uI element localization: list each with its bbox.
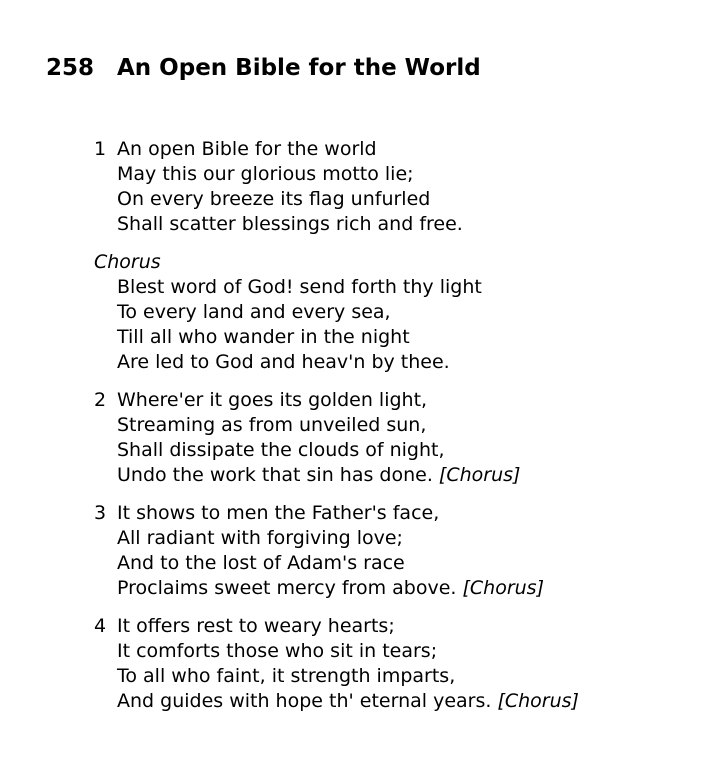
verse-line [94, 463, 520, 488]
verse-line [94, 413, 520, 438]
verse-line [94, 388, 520, 413]
verse-line [94, 664, 579, 689]
verse-line [94, 501, 544, 526]
verse-line-text: On every breeze its flag unfurled [117, 188, 431, 210]
hymn-number: 258 [46, 55, 95, 81]
verse-line-text: Proclaims sweet mercy from above. [117, 577, 457, 599]
verse-1 [94, 137, 463, 237]
verse-line-text: Shall scatter blessings rich and free. [117, 213, 463, 235]
verse-line [94, 350, 482, 375]
verse-line [94, 137, 463, 162]
verse-line-text: All radiant with forgiving love; [117, 527, 403, 549]
hymn-header [46, 52, 481, 84]
verse-number: 4 [94, 615, 107, 637]
verse-line [94, 162, 463, 187]
chorus-reference: [Chorus] [438, 464, 521, 486]
verse-line-text: And guides with hope th' eternal years. [117, 690, 492, 712]
verse-line [94, 639, 579, 664]
verse-line [94, 275, 482, 300]
verse-line-text: Streaming as from unveiled sun, [117, 414, 427, 436]
verse-line-text: Where'er it goes its golden light, [117, 389, 428, 411]
verse-number: 1 [94, 138, 107, 160]
verse-line-text: An open Bible for the world [117, 138, 377, 160]
verse-line [94, 614, 579, 639]
verse-line [94, 526, 544, 551]
verse-line [94, 438, 520, 463]
chorus-line-text: Blest word of God! send forth thy light [117, 276, 482, 298]
chorus-line-text: To every land and every sea, [117, 301, 391, 323]
verse-line [94, 551, 544, 576]
verse-line-text: Undo the work that sin has done. [117, 464, 433, 486]
chorus-line-text: Till all who wander in the night [117, 326, 410, 348]
verse-line [94, 300, 482, 325]
verse-line-text: May this our glorious motto lie; [117, 163, 414, 185]
chorus-reference: [Chorus] [462, 577, 544, 599]
verse-line-text: To all who faint, it strength imparts, [117, 665, 456, 687]
chorus [94, 250, 482, 375]
verse-line [94, 576, 544, 601]
verse-number: 3 [94, 502, 107, 524]
verse-line-text: Shall dissipate the clouds of night, [117, 439, 445, 461]
verse-3 [94, 501, 544, 601]
verse-line-text: It comforts those who sit in tears; [117, 640, 438, 662]
verse-line-text: It offers rest to weary hearts; [117, 615, 395, 637]
hymn-title: An Open Bible for the World [117, 55, 481, 81]
chorus-reference: [Chorus] [497, 690, 579, 712]
verse-line [94, 187, 463, 212]
verse-2 [94, 388, 520, 488]
verse-line [94, 689, 579, 714]
verse-4 [94, 614, 579, 714]
verse-line-text: It shows to men the Father's face, [117, 502, 440, 524]
verse-number: 2 [94, 389, 107, 411]
chorus-label: Chorus [94, 251, 161, 273]
verse-line-text: And to the lost of Adam's race [117, 552, 405, 574]
chorus-line-text: Are led to God and heav'n by thee. [117, 351, 450, 373]
verse-line [94, 325, 482, 350]
verse-line [94, 212, 463, 237]
